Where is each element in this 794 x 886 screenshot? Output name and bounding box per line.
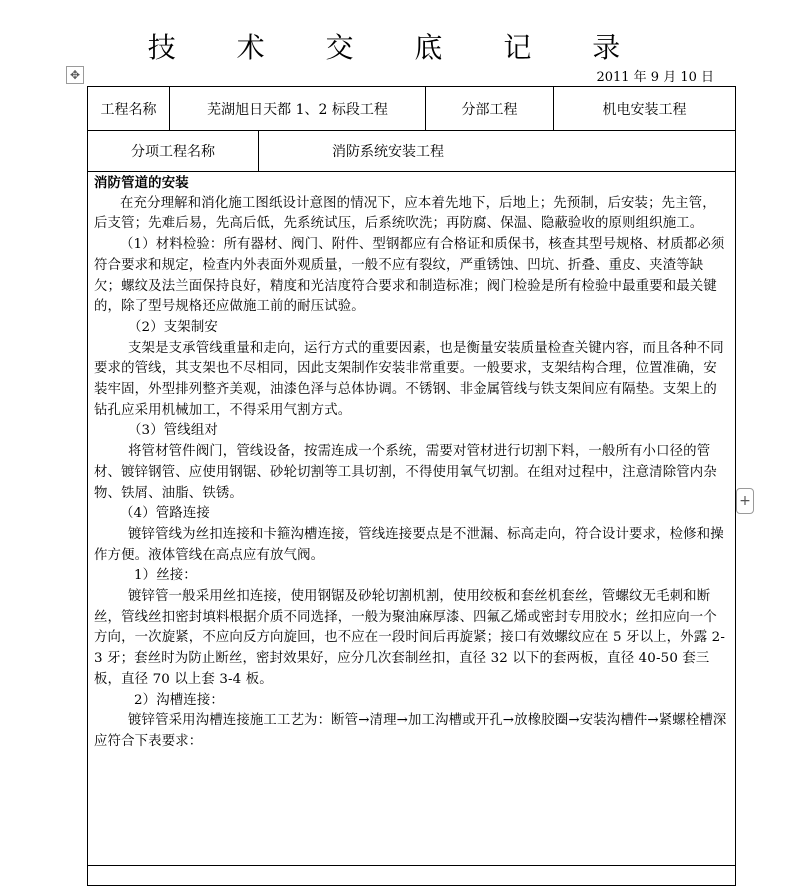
- subitem-row: [88, 130, 735, 172]
- paragraph-connection: 镀锌管线为丝扣连接和卡箍沟槽连接，管线连接要点是不泄漏、标高走向，符合设计要求，检修和操作方便。液体管线在高点应有放气阀。: [94, 526, 724, 563]
- subheading-connection: （4）管路连接: [120, 506, 210, 522]
- subheading-support: （2）支架制安: [128, 319, 218, 335]
- disclosure-content: [88, 173, 735, 753]
- project-row: [88, 87, 735, 131]
- signature-row-border: [88, 865, 735, 866]
- subheading-groove: 2）沟槽连接：: [134, 692, 224, 708]
- move-arrows-icon[interactable]: ✥: [66, 66, 84, 84]
- record-table: [87, 86, 736, 886]
- subitem-value: 消防系统安装工程: [332, 143, 444, 160]
- subheading-assembly: （3）管线组对: [128, 423, 218, 439]
- paragraph-material-check: （1）材料检验：所有器材、阀门、附件、型钢都应有合格证和质保书，核查其型号规格、材质都必须符合要求和规定，检查内外表面外观质量，一般不应有裂纹，严重锈蚀、凹坑、折叠、重皮、夹渣等缺欠；螺纹及法兰面保持良好，精度和光洁度符合要求和制造标准；阀门检验是所有检验中最重要和最关键的，除了型号规格还应做施工前的耐压试验。: [94, 237, 725, 315]
- paragraph-assembly: 将管材管件阀门，管线设备，按需连成一个系统，需要对管材进行切割下料，一般所有小口径的管材、镀锌钢管、应使用钢锯、砂轮切割等工具切割，不得使用氧气切割。在组对过程中，注意清除管内杂物、铁屑、油脂、铁锈。: [94, 444, 717, 501]
- subitem-label: 分项工程名称: [88, 130, 259, 171]
- paragraph-groove: 镀锌管采用沟槽连接施工工艺为：断管→清理→加工沟槽或开孔→放橡胶圈→安装沟槽件→紧螺栓槽深应符合下表要求：: [94, 713, 727, 749]
- subheading-thread: 1）丝接：: [134, 568, 197, 584]
- plus-icon[interactable]: +: [736, 488, 754, 514]
- document-title: 技 术 交 底 记 录: [147, 31, 647, 64]
- paragraph-principle: 在充分理解和消化施工图纸设计意图的情况下，应本着先地下，后地上；先预制，后安装；先主管，后支管；先难后易，先高后低，先系统试压，后系统吹洗；再防腐、保温、隐蔽验收的原则组织施工。: [94, 195, 716, 232]
- record-date: 2011 年 9 月 10 日: [596, 70, 714, 85]
- paragraph-thread: 镀锌管一般采用丝扣连接，使用钢锯及砂轮切割机割，使用绞板和套丝机套丝，管螺纹无毛刺和断丝，管线丝扣密封填料根据介质不同选择，一般为聚油麻厚漆、四氟乙烯或密封专用胶水；丝扣应向一个方向，一次旋紧，不应向反方向旋回，也不应在一段时间后再旋紧；接口有效螺纹应在 5 牙以上，外露 2-3 牙；套丝时为防止断丝，密封效果好，应分几次套制丝扣，直径 32 以下的套两板，直径 40-50 套三板，直径 70 以上套 3-4 板。: [94, 589, 726, 687]
- section-heading: 消防管道的安装: [94, 175, 189, 191]
- paragraph-support: 支架是支承管线重量和走向，运行方式的重要因素，也是衡量安装质量检查关键内容，而且各种不同要求的管线，其支架也不尽相同，因此支架制作安装非常重要。一般要求，支架结构合理，位置准确，安装牢固，外型排列整齐美观，油漆色泽与总体协调。不锈钢、非金属管线与铁支架间应有隔垫。支架上的钻孔应采用机械加工，不得采用气割方式。: [94, 340, 724, 418]
- division-label: 分部工程: [426, 87, 554, 130]
- division-value: 机电安装工程: [602, 101, 687, 118]
- project-name-label: 工程名称: [88, 87, 170, 130]
- project-name-value: 芜湖旭日天都 1、2 标段工程: [170, 87, 426, 130]
